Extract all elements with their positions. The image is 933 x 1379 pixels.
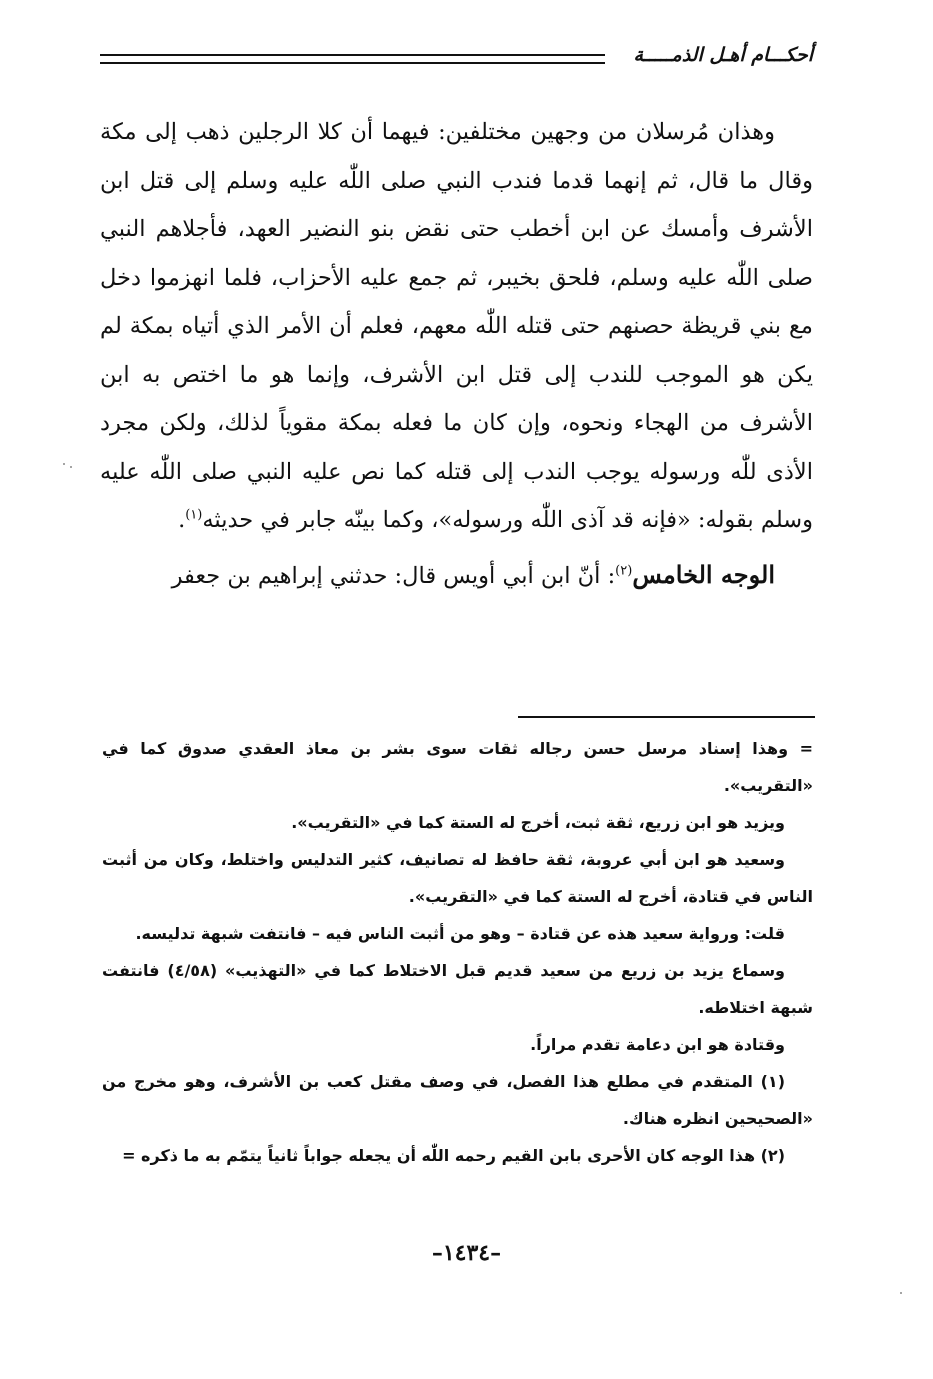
paragraph-one	[100, 108, 813, 545]
header-title: أحكـــام أهـل الذمـــــة	[633, 44, 813, 66]
footnote-1: (١) المتقدم في مطلع هذا الفصل، في وصف مقتل كعب بن الأشرف، وهو مخرج من «الصحيحين انظره هناك.	[102, 1072, 813, 1128]
footnote-line-yazid: ويزيد هو ابن زريع، ثقة ثبت، أخرج له الستة كما في «التقريب».	[291, 813, 785, 832]
scan-speck	[900, 1292, 902, 1294]
paragraph-two-text: : أنّ ابن أبي أويس قال: حدثني إبراهيم بن جعفر	[171, 562, 616, 589]
footnote-line-qatada: وقتادة هو ابن دعامة تقدم مراراً.	[530, 1035, 785, 1054]
footnote-ref-2: (٢)	[615, 563, 633, 578]
footnote-separator	[518, 716, 815, 718]
paragraph-one-text: وهذان مُرسلان من وجهين مختلفين: فيهما أن كلا الرجلين ذهب إلى مكة وقال ما قال، ثم إنهما قدما فندب النبي صلى اللّٰه عليه وسلم إلى قتل ابن الأشرف وأمسك عن ابن أخطب حتى نقض بنو النضير العهد، فأجلاهم النبي صلى اللّٰه عليه وسلم، فلحق بخيبر، ثم جمع عليه الأحزاب، فلما انهزموا دخل مع بني قريظة حصنهم حتى قتله اللّٰه معهم، فعلم أن الأمر الذي أتياه بمكة لم يكن هو الموجب للندب إلى قتل ابن الأشرف، وإنما هو ما اختص به ابن الأشرف من الهجاء ونحوه، وإن كان ما فعله بمكة مقوياً لذلك، ولكن مجرد الأذى للّٰه ورسوله يوجب الندب إلى قتله كما نص عليه النبي صلى اللّٰه عليه وسلم بقوله: «فإنه قد آذى اللّٰه ورسوله»، وكما بينّه جابر في حديثه	[100, 119, 813, 533]
footnote-2: (٢) هذا الوجه كان الأحرى بابن القيم رحمه اللّٰه أن يجعله جواباً ثانياً يتمّم به ما ذكره =	[122, 1146, 785, 1165]
footnote-line-qult: قلت: ورواية سعيد هذه عن قتادة – وهو من أثبت الناس فيه – فانتفت شبهة تدليسه.	[135, 924, 785, 943]
section-heading: الوجه الخامس	[632, 559, 775, 589]
footnote-continuation: = وهذا إسناد مرسل حسن رجاله ثقات سوى بشر بن معاذ العقدي صدوق كما في «التقريب».	[102, 739, 813, 795]
footnote-line-samaa: وسماع يزيد بن زريع من سعيد قديم قبل الاختلاط كما في «التهذيب» (٤/٥٨) فانتفت شبهة اختلاطه.	[102, 961, 813, 1017]
footnotes	[102, 730, 813, 1174]
scan-speck	[70, 466, 72, 468]
footnote-line-said: وسعيد هو ابن أبي عروبة، ثقة حافظ له تصانيف، كثير التدليس واختلط، وكان من أثبت الناس في قتادة، أخرج له الستة كما في «التقريب».	[102, 850, 813, 906]
main-text	[100, 108, 813, 600]
paragraph-one-end: .	[178, 507, 186, 533]
page-number: –١٤٣٤–	[431, 1240, 502, 1266]
scan-speck	[63, 463, 65, 465]
running-header	[100, 40, 813, 80]
header-double-rule	[100, 54, 605, 64]
paragraph-two	[100, 551, 813, 601]
footnote-ref-1: (١)	[185, 507, 203, 523]
